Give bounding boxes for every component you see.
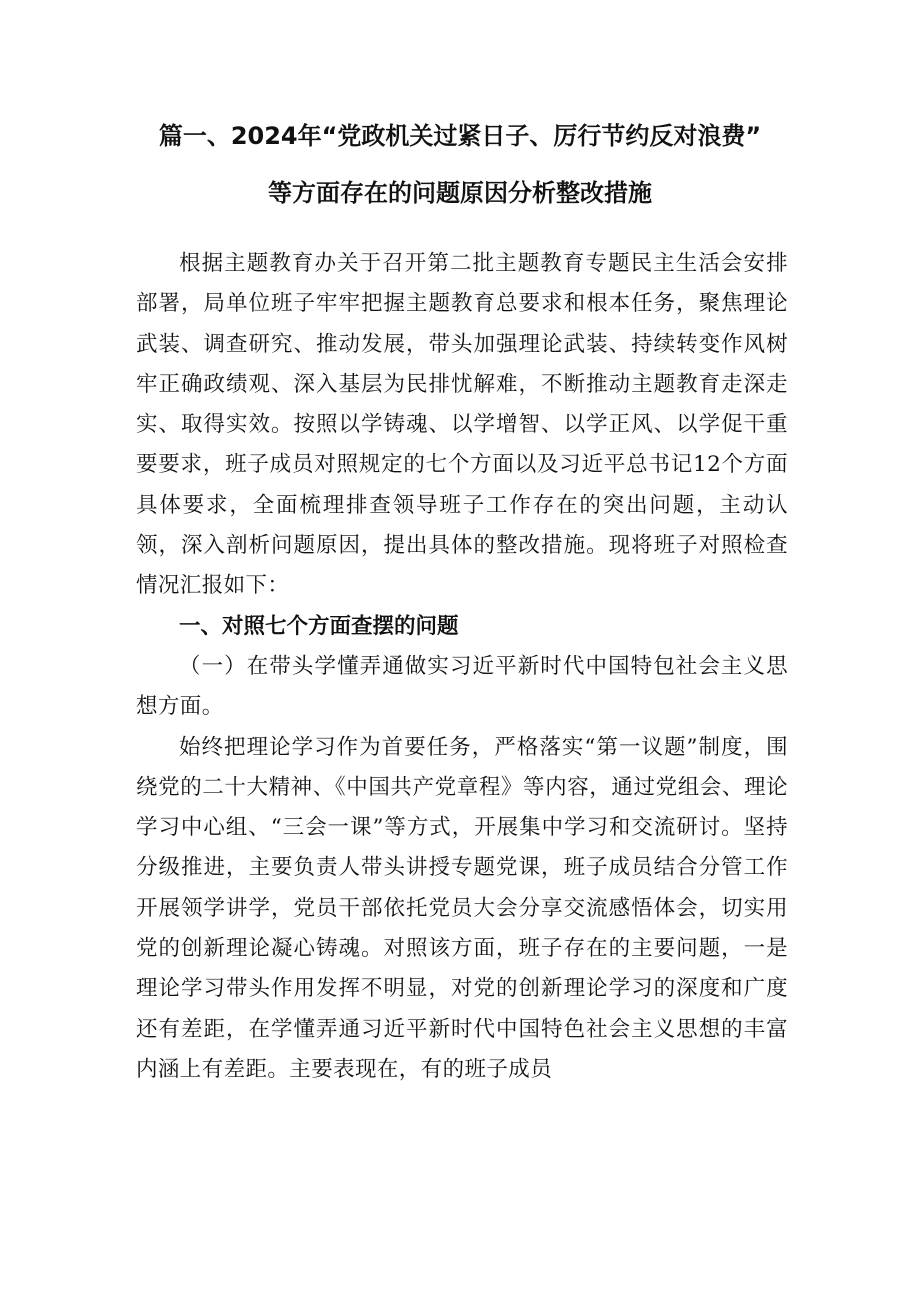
section-heading: 一、对照七个方面查摆的问题 — [179, 613, 459, 639]
document-body — [136, 244, 788, 1090]
document-title-line-2: 等方面存在的问题原因分析整改措施 — [268, 179, 652, 207]
subsection-heading: （一）在带头学懂弄通做实习近平新时代中国特包社会主义思想方面。 — [136, 653, 788, 720]
intro-paragraph: 根据主题教育办关于召开第二批主题教育专题民主生活会安排部署，局单位班子牢牢把握主题教育总要求和根本任务，聚焦理论武装、调查研究、推动发展，带头加强理论武装、持续转变作风树牢正确政绩观、深入基层为民排忧解难，不断推动主题教育走深走实、取得实效。按照以学铸魂、以学增智、以学正风、以学促干重要要求，班子成员对照规定的七个方面以及习近平总书记12个方面具体要求，全面梳理排查领导班子工作存在的突出问题，主动认领，深入剖析问题原因，提出具体的整改措施。现将班子对照检查情况汇报如下： — [136, 251, 788, 599]
body-paragraph: 始终把理论学习作为首要任务，严格落实“第一议题”制度，围绕党的二十大精神、《中国共产党章程》等内容，通过党组会、理论学习中心组、“三会一课”等方式，开展集中学习和交流研讨。坚持分级推进，主要负责人带头讲授专题党课，班子成员结合分管工作开展领学讲学，党员干部依托党员大会分享交流感悟体会，切实用党的创新理论凝心铸魂。对照该方面，班子存在的主要问题，一是理论学习带头作用发挥不明显，对党的创新理论学习的深度和广度还有差距，在学懂弄通习近平新时代中国特色社会主义思想的丰富内涵上有差距。主要表现在，有的班子成员 — [136, 734, 788, 1082]
document-title-line-1: 篇一、2024年“党政机关过紧日子、厉行节约反对浪费” — [158, 122, 762, 150]
